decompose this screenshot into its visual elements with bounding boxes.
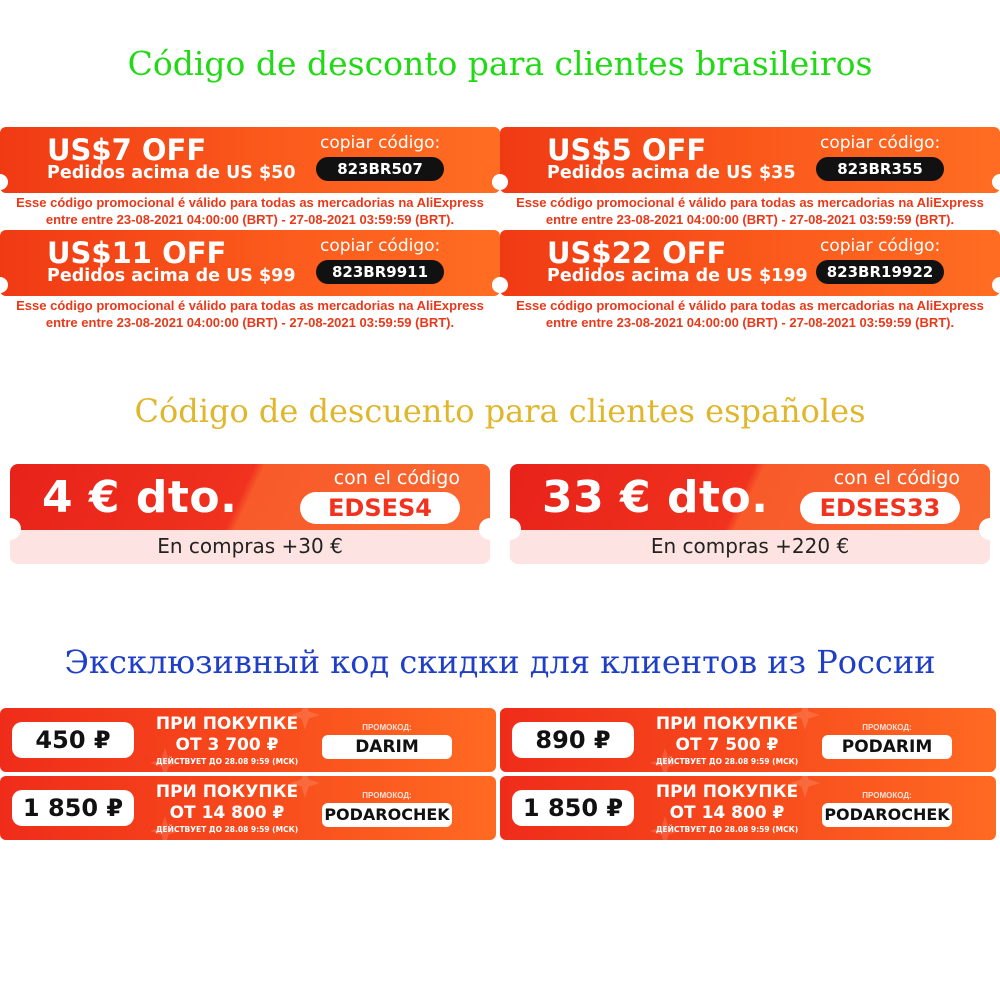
brazil-coupon-5off[interactable] (500, 127, 1000, 229)
promo-code-badge[interactable]: DARIM (322, 735, 452, 759)
promo-code-label: ПРОМОКОД: (362, 791, 412, 800)
promo-code-badge[interactable]: 823BR507 (316, 157, 444, 181)
with-code-label: con el código (833, 467, 960, 489)
condition-label: ПРИ ПОКУПКЕ (155, 714, 299, 734)
coupon-header (0, 230, 500, 296)
coupon-minimum: En compras +220 € (650, 534, 850, 558)
russia-coupon-1850-b[interactable] (500, 776, 996, 840)
coupon-terms: Esse código promocional é válido para todas as mercadorias na AliExpress entre entre 23-08-2021 04:00:00 (BRT) - 27-08-2021 03:59:59 (BRT). (16, 298, 484, 330)
coupon-amount: US$7 OFF (47, 133, 207, 167)
discount-value-badge: 450 ₽ (12, 722, 134, 758)
promo-code-badge[interactable]: PODAROCHEK (822, 803, 952, 827)
coupon-minimum: ОТ 14 800 ₽ (169, 803, 285, 823)
brazil-coupon-11off[interactable] (0, 230, 500, 332)
coupon-minimum: ОТ 3 700 ₽ (175, 735, 279, 755)
coupon-header (500, 230, 1000, 296)
condition-label: ПРИ ПОКУПКЕ (155, 782, 299, 802)
coupon-header (10, 464, 490, 530)
coupon-amount: US$11 OFF (47, 236, 227, 270)
discount-value-badge: 1 850 ₽ (12, 790, 134, 826)
copy-code-label: copiar código: (820, 236, 941, 256)
coupon-minimum: ОТ 14 800 ₽ (669, 803, 785, 823)
brazil-section-title: Código de desconto para clientes brasileiros (127, 44, 873, 83)
condition-label: ПРИ ПОКУПКЕ (655, 782, 799, 802)
validity-text: ДЕЙСТВУЕТ ДО 28.08 9:59 (МСК) (155, 757, 299, 766)
coupon-terms: Esse código promocional é válido para todas as mercadorias na AliExpress entre entre 23-08-2021 04:00:00 (BRT) - 27-08-2021 03:59:59 (BRT). (516, 298, 984, 330)
condition-label: ПРИ ПОКУПКЕ (655, 714, 799, 734)
spain-coupon-33eur[interactable] (510, 464, 990, 564)
promo-code-badge[interactable]: EDSES4 (300, 492, 460, 524)
validity-text: ДЕЙСТВУЕТ ДО 28.08 9:59 (МСК) (655, 825, 799, 834)
spain-coupon-4eur[interactable] (10, 464, 490, 564)
promo-code-badge[interactable]: EDSES33 (800, 492, 960, 524)
brazil-coupon-22off[interactable] (500, 230, 1000, 332)
with-code-label: con el código (333, 467, 460, 489)
promo-code-badge[interactable]: 823BR9911 (316, 260, 444, 284)
coupon-minimum: En compras +30 € (157, 534, 343, 558)
coupon-minimum: Pedidos acima de US $35 (547, 163, 796, 183)
coupon-minimum: Pedidos acima de US $199 (547, 266, 808, 286)
promo-code-badge[interactable]: 823BR19922 (816, 260, 944, 284)
coupon-minimum: Pedidos acima de US $50 (47, 163, 296, 183)
coupon-header (0, 127, 500, 193)
copy-code-label: copiar código: (320, 236, 441, 256)
coupon-header (500, 127, 1000, 193)
coupon-terms: Esse código promocional é válido para todas as mercadorias na AliExpress entre entre 23-08-2021 04:00:00 (BRT) - 27-08-2021 03:59:59 (BRT). (16, 195, 484, 227)
discount-value-badge: 890 ₽ (512, 722, 634, 758)
russia-coupon-1850-a[interactable] (0, 776, 496, 840)
coupon-amount: 33 € dto. (542, 472, 769, 523)
coupon-amount: 4 € dto. (42, 472, 238, 523)
russia-section-title: Эксклюзивный код скидки для клиентов из России (64, 643, 936, 681)
coupon-amount: US$22 OFF (547, 236, 727, 270)
promo-code-badge[interactable]: PODAROCHEK (322, 803, 452, 827)
copy-code-label: copiar código: (820, 133, 941, 153)
brazil-coupon-7off[interactable] (0, 127, 500, 229)
validity-text: ДЕЙСТВУЕТ ДО 28.08 9:59 (МСК) (655, 757, 799, 766)
discount-value-badge: 1 850 ₽ (512, 790, 634, 826)
spain-section-title: Código de descuento para clientes españoles (134, 392, 866, 430)
promo-code-label: ПРОМОКОД: (862, 723, 912, 732)
coupon-minimum: ОТ 7 500 ₽ (675, 735, 779, 755)
coupon-minimum: Pedidos acima de US $99 (47, 266, 296, 286)
coupon-amount: US$5 OFF (547, 133, 707, 167)
russia-coupon-450[interactable] (0, 708, 496, 772)
promo-code-label: ПРОМОКОД: (362, 723, 412, 732)
promo-code-badge[interactable]: PODARIM (822, 735, 952, 759)
promo-code-badge[interactable]: 823BR355 (816, 157, 944, 181)
validity-text: ДЕЙСТВУЕТ ДО 28.08 9:59 (МСК) (155, 825, 299, 834)
promo-code-label: ПРОМОКОД: (862, 791, 912, 800)
coupon-header (510, 464, 990, 530)
russia-coupon-890[interactable] (500, 708, 996, 772)
copy-code-label: copiar código: (320, 133, 441, 153)
coupon-terms: Esse código promocional é válido para todas as mercadorias na AliExpress entre entre 23-08-2021 04:00:00 (BRT) - 27-08-2021 03:59:59 (BRT). (516, 195, 984, 227)
